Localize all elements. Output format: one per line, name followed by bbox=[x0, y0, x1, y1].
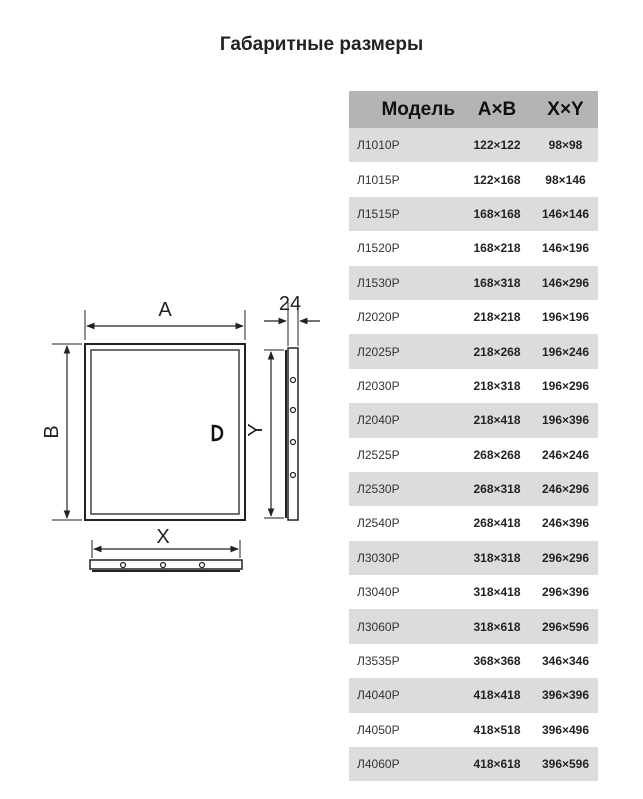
dimension-a bbox=[85, 299, 245, 340]
cell-xy: 296×596 bbox=[533, 609, 598, 643]
cell-model: Л3030Р bbox=[349, 541, 461, 575]
cell-xy: 196×296 bbox=[541, 378, 590, 393]
front-view bbox=[85, 344, 245, 520]
cell-xy: 396×596 bbox=[533, 747, 598, 781]
dimension-b bbox=[41, 344, 82, 520]
label-b: B bbox=[41, 425, 63, 439]
cell-model: Л1515Р bbox=[349, 197, 461, 231]
cell-model: Л3040Р bbox=[357, 585, 400, 600]
header-ab: A×B bbox=[461, 91, 533, 128]
cell-xy: 146×296 bbox=[533, 266, 598, 300]
table-row bbox=[349, 231, 598, 265]
table-row bbox=[349, 128, 598, 162]
cell-xy: 98×146 bbox=[545, 172, 586, 187]
cell-model: Л3060Р bbox=[349, 609, 461, 643]
table-row bbox=[349, 541, 598, 575]
table-row bbox=[349, 162, 598, 196]
label-a: A bbox=[158, 299, 172, 321]
table-row bbox=[349, 644, 598, 678]
sizes-table bbox=[349, 91, 598, 781]
cell-xy: 246×296 bbox=[533, 472, 598, 506]
cell-ab: 168×218 bbox=[473, 241, 521, 256]
cell-ab: 268×318 bbox=[461, 472, 533, 506]
cell-model: Л1530Р bbox=[349, 266, 461, 300]
table-row bbox=[349, 506, 598, 540]
table-row bbox=[349, 403, 598, 437]
cell-xy: 296×396 bbox=[541, 585, 590, 600]
table-row bbox=[349, 609, 598, 643]
cell-model: Л2025Р bbox=[349, 334, 461, 368]
cell-ab: 122×168 bbox=[473, 172, 521, 187]
cell-ab: 168×318 bbox=[461, 266, 533, 300]
cell-ab: 122×122 bbox=[461, 128, 533, 162]
label-y: Y bbox=[245, 423, 267, 437]
cell-xy: 346×346 bbox=[541, 654, 590, 669]
cell-ab: 218×318 bbox=[473, 378, 521, 393]
cell-model: Л4060Р bbox=[349, 747, 461, 781]
cell-ab: 268×418 bbox=[473, 516, 521, 531]
cell-xy: 98×98 bbox=[533, 128, 598, 162]
table-row bbox=[349, 747, 598, 781]
table-row bbox=[349, 369, 598, 403]
cell-ab: 418×618 bbox=[461, 747, 533, 781]
cell-model: Л3535Р bbox=[357, 654, 400, 669]
cell-model: Л2040Р bbox=[349, 403, 461, 437]
cell-ab: 418×418 bbox=[461, 678, 533, 712]
table-row bbox=[349, 334, 598, 368]
cell-ab: 218×218 bbox=[473, 310, 521, 325]
cell-xy: 196×246 bbox=[533, 334, 598, 368]
table-row bbox=[349, 472, 598, 506]
dimension-x bbox=[92, 526, 240, 558]
cell-model: Л2525Р bbox=[357, 447, 400, 462]
dimension-depth bbox=[264, 293, 320, 346]
bottom-view bbox=[90, 560, 242, 571]
dimension-drawing bbox=[0, 280, 330, 580]
table-row bbox=[349, 713, 598, 747]
table-body bbox=[349, 128, 598, 781]
cell-xy: 396×396 bbox=[533, 678, 598, 712]
cell-xy: 246×246 bbox=[541, 447, 590, 462]
cell-model: Л1010Р bbox=[349, 128, 461, 162]
label-x: X bbox=[156, 526, 170, 548]
cell-ab: 218×418 bbox=[461, 403, 533, 437]
cell-ab: 318×618 bbox=[461, 609, 533, 643]
header-model: Модель bbox=[349, 91, 461, 128]
cell-model: Л2030Р bbox=[357, 378, 400, 393]
table-row bbox=[349, 197, 598, 231]
cell-model: Л2530Р bbox=[349, 472, 461, 506]
table-row bbox=[349, 266, 598, 300]
cell-xy: 196×196 bbox=[541, 310, 590, 325]
side-view bbox=[286, 348, 298, 520]
cell-ab: 318×418 bbox=[473, 585, 521, 600]
table-row bbox=[349, 300, 598, 334]
table-row bbox=[349, 678, 598, 712]
cell-model: Л4040Р bbox=[349, 678, 461, 712]
table-row bbox=[349, 438, 598, 472]
table-row bbox=[349, 575, 598, 609]
page-title: Габаритные размеры bbox=[219, 34, 424, 55]
cell-model: Л2020Р bbox=[357, 310, 400, 325]
cell-ab: 318×318 bbox=[461, 541, 533, 575]
cell-ab: 168×168 bbox=[461, 197, 533, 231]
header-xy: X×Y bbox=[533, 91, 598, 128]
dimension-y bbox=[245, 350, 284, 518]
cell-ab: 218×268 bbox=[461, 334, 533, 368]
cell-ab: 418×518 bbox=[473, 722, 521, 737]
cell-xy: 396×496 bbox=[541, 722, 590, 737]
cell-xy: 246×396 bbox=[541, 516, 590, 531]
cell-xy: 146×146 bbox=[533, 197, 598, 231]
cell-ab: 268×268 bbox=[473, 447, 521, 462]
cell-model: Л2540Р bbox=[357, 516, 400, 531]
label-depth: 24 bbox=[278, 293, 302, 315]
table-header-row bbox=[349, 91, 598, 128]
cell-model: Л4050Р bbox=[357, 722, 400, 737]
cell-xy: 146×196 bbox=[541, 241, 590, 256]
cell-xy: 296×296 bbox=[533, 541, 598, 575]
cell-xy: 196×396 bbox=[533, 403, 598, 437]
cell-ab: 368×368 bbox=[473, 654, 521, 669]
cell-model: Л1015Р bbox=[357, 172, 400, 187]
cell-model: Л1520Р bbox=[357, 241, 400, 256]
